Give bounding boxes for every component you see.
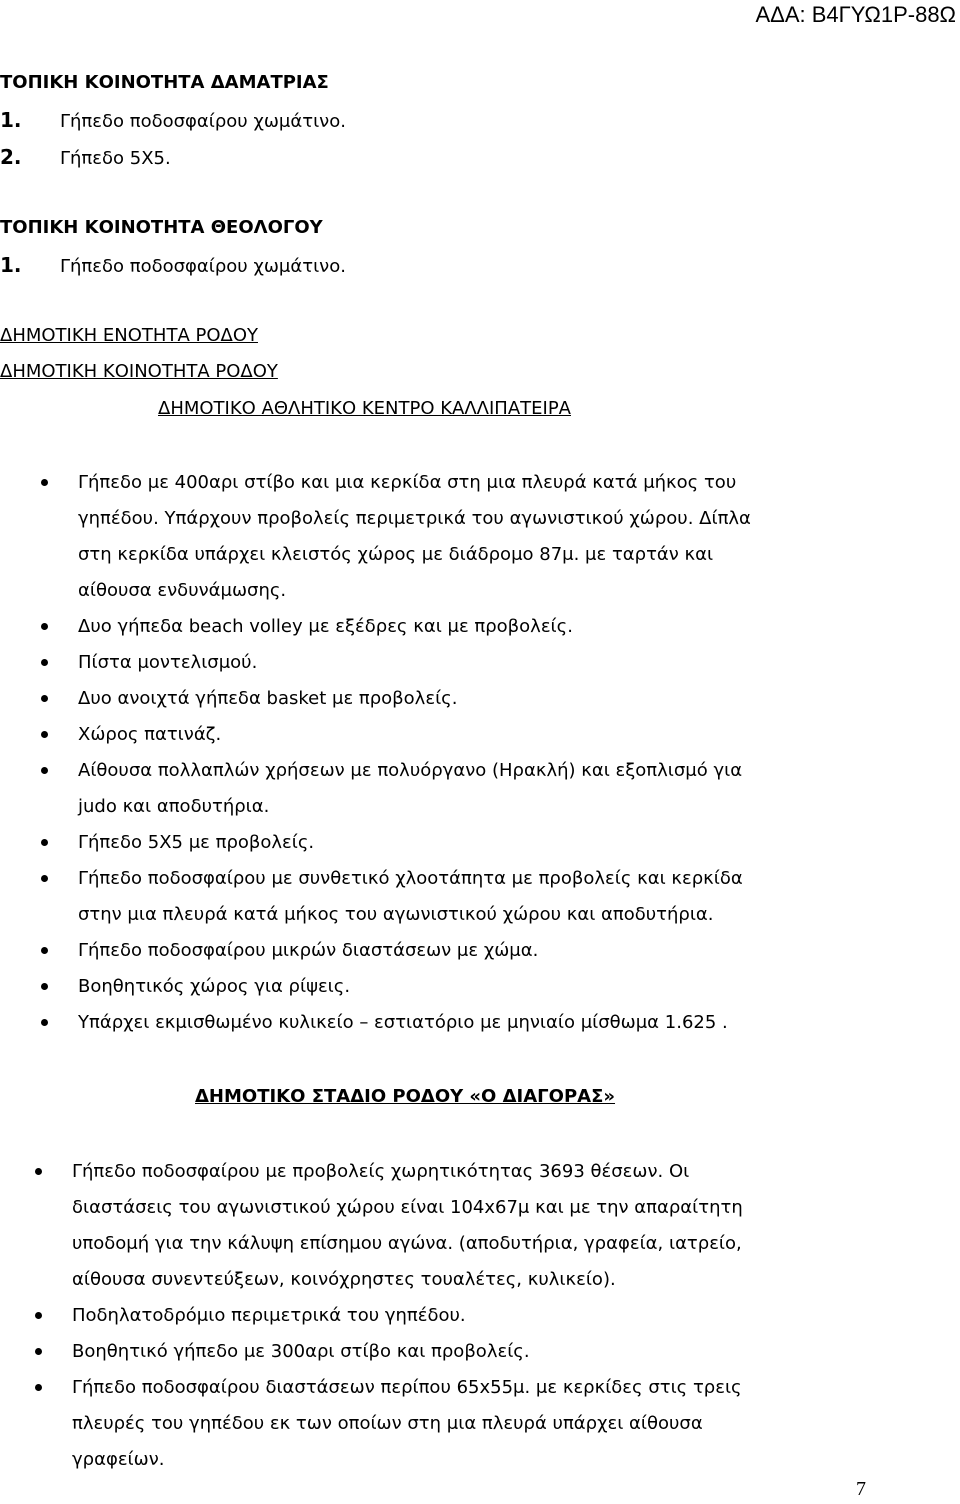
item-number: 1. [0,253,22,277]
kallipateira-title: ΔΗΜΟΤΙΚΟ ΑΘΛΗΤΙΚΟ ΚΕΝΤΡΟ ΚΑΛΛΙΠΑΤΕΙΡΑ [158,398,571,419]
diagoras-list [72,1154,743,1478]
list-item: Πίστα μοντελισμού. [78,645,751,681]
diagoras-title: ΔΗΜΟΤΙΚΟ ΣΤΑΔΙΟ ΡΟΔΟΥ «Ο ΔΙΑΓΟΡΑΣ» [195,1086,616,1107]
list-item: Υπάρχει εκμισθωμένο κυλικείο – εστιατόριο με μηνιαίο μίσθωμα 1.625 . [78,1005,751,1041]
list-item: Γήπεδο ποδοσφαίρου με συνθετικό χλοοτάπητα με προβολείς και κερκίδα στην μια πλευρά κατά μήκος του αγωνιστικού χώρου και αποδυτήρια. [78,861,751,933]
list-item: Γήπεδο ποδοσφαίρου με προβολείς χωρητικότητας 3693 θέσεων. Οι διαστάσεις του αγωνιστικού χώρου είναι 104x67μ και με την απαραίτητη υποδομή για την κάλυψη επίσημου αγώνα. (αποδυτήρια, γραφεία, ιατρείο, αίθουσα συνεντεύξεων, κοινόχρηστες τουαλέτες, κυλικείο). [72,1154,743,1298]
list-item: Χώρος πατινάζ. [78,717,751,753]
item-number: 2. [0,145,22,169]
item-text: Γήπεδο ποδοσφαίρου χωμάτινο. [60,256,346,277]
kallipateira-list [78,465,751,1041]
section-heading-damatria: ΤΟΠΙΚΗ ΚΟΙΝΟΤΗΤΑ ΔΑΜΑΤΡΙΑΣ [0,72,329,93]
list-item: Γήπεδο 5Χ5 με προβολείς. [78,825,751,861]
numbered-item [0,253,346,277]
page-number: 7 [856,1478,866,1500]
list-item: Δυο γήπεδα beach volley με εξέδρες και με προβολείς. [78,609,751,645]
numbered-item [0,145,171,169]
list-item: Βοηθητικός χώρος για ρίψεις. [78,969,751,1005]
list-item: Αίθουσα πολλαπλών χρήσεων με πολυόργανο (Ηρακλή) και εξοπλισμό για judo και αποδυτήρια. [78,753,751,825]
list-item: Γήπεδο ποδοσφαίρου διαστάσεων περίπου 65x55μ. με κερκίδες στις τρεις πλευρές του γηπέδου εκ των οποίων στη μια πλευρά υπάρχει αίθουσα γραφείων. [72,1370,743,1478]
community-heading-rodos: ΔΗΜΟΤΙΚΗ ΚΟΙΝΟΤΗΤΑ ΡΟΔΟΥ [0,361,278,382]
section-heading-theologos: ΤΟΠΙΚΗ ΚΟΙΝΟΤΗΤΑ ΘΕΟΛΟΓΟΥ [0,217,323,238]
item-text: Γήπεδο ποδοσφαίρου χωμάτινο. [60,111,346,132]
list-item: Βοηθητικό γήπεδο με 300αρι στίβο και προβολείς. [72,1334,743,1370]
numbered-item [0,108,346,132]
ada-code: ΑΔΑ: Β4ΓΥΩ1Ρ-88Ω [755,2,956,27]
list-item: Δυο ανοιχτά γήπεδα basket με προβολείς. [78,681,751,717]
list-item: Ποδηλατοδρόμιο περιμετρικά του γηπέδου. [72,1298,743,1334]
list-item: Γήπεδο ποδοσφαίρου μικρών διαστάσεων με χώμα. [78,933,751,969]
item-text: Γήπεδο 5Χ5. [60,148,171,169]
item-number: 1. [0,108,22,132]
unit-heading-rodos: ΔΗΜΟΤΙΚΗ ΕΝΟΤΗΤΑ ΡΟΔΟΥ [0,325,258,346]
list-item: Γήπεδο με 400αρι στίβο και μια κερκίδα στη μια πλευρά κατά μήκος του γηπέδου. Υπάρχουν προβολείς περιμετρικά του αγωνιστικού χώρου. Δίπλα στη κερκίδα υπάρχει κλειστός χώρος με διάδρομο 87μ. με ταρτάν και αίθουσα ενδυνάμωσης. [78,465,751,609]
